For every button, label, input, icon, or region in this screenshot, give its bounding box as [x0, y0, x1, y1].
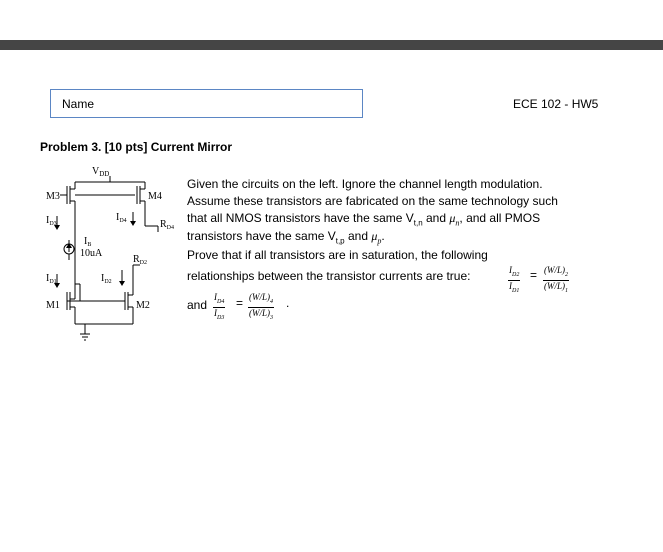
and-text: and: [187, 298, 208, 312]
eq2-left-fraction: $\frac{I_{D4}}{I_{D3}}$: [214, 292, 225, 321]
top-bar: [0, 40, 663, 50]
eq2-right-fraction: $\frac{(W/L)_4}{(W/L)_3}$: [249, 292, 273, 321]
eq1-left-fraction: $\frac{I_{D2}}{I_{D1}}$: [509, 265, 520, 294]
id3-label: $I_{D3}$: [46, 215, 57, 227]
eq1-right-fraction: $\frac{(W/L)_2}{(W/L)_1}$: [544, 265, 568, 294]
eq1-equals: =: [530, 268, 538, 282]
name-label: Name: [62, 97, 95, 111]
name-field[interactable]: [50, 89, 363, 118]
m3-label: M3: [46, 191, 60, 202]
text-line-2: Assume these transistors are fabricated on the same technology such: [187, 194, 558, 208]
text-line-4: transistors have the same $V_{t,p}$ and $\mu_p$.: [187, 229, 385, 246]
ib-value: 10uA: [80, 248, 103, 259]
vdd-label: $V_{DD}$: [92, 166, 110, 178]
course-title: ECE 102 - HW5: [513, 97, 599, 111]
eq2-period: .: [286, 296, 290, 310]
m1-label: M1: [46, 300, 60, 311]
rd4-label: $R_{D4}$: [160, 219, 175, 231]
text-line-6: relationships between the transistor currents are true:: [187, 269, 471, 283]
problem-title: Problem 3. [10 pts] Current Mirror: [40, 140, 233, 154]
text-line-3: that all NMOS transistors have the same $V_{t,n}$ and $\mu_n$, and all PMOS: [187, 211, 541, 228]
text-line-1: Given the circuits on the left. Ignore the channel length modulation.: [187, 177, 543, 191]
id1-label: $I_{D1}$: [46, 273, 57, 285]
m4-label: M4: [148, 191, 162, 202]
text-line-5: Prove that if all transistors are in saturation, the following: [187, 248, 488, 262]
rd2-label: $R_{D2}$: [133, 254, 148, 266]
id4-label: $I_{D4}$: [116, 212, 127, 224]
m2-label: M2: [136, 300, 150, 311]
id2-label: $I_{D2}$: [101, 273, 112, 285]
eq2-equals: =: [236, 296, 244, 310]
ib-label: $I_B$: [84, 236, 92, 248]
current-mirror-schematic: [40, 164, 180, 344]
